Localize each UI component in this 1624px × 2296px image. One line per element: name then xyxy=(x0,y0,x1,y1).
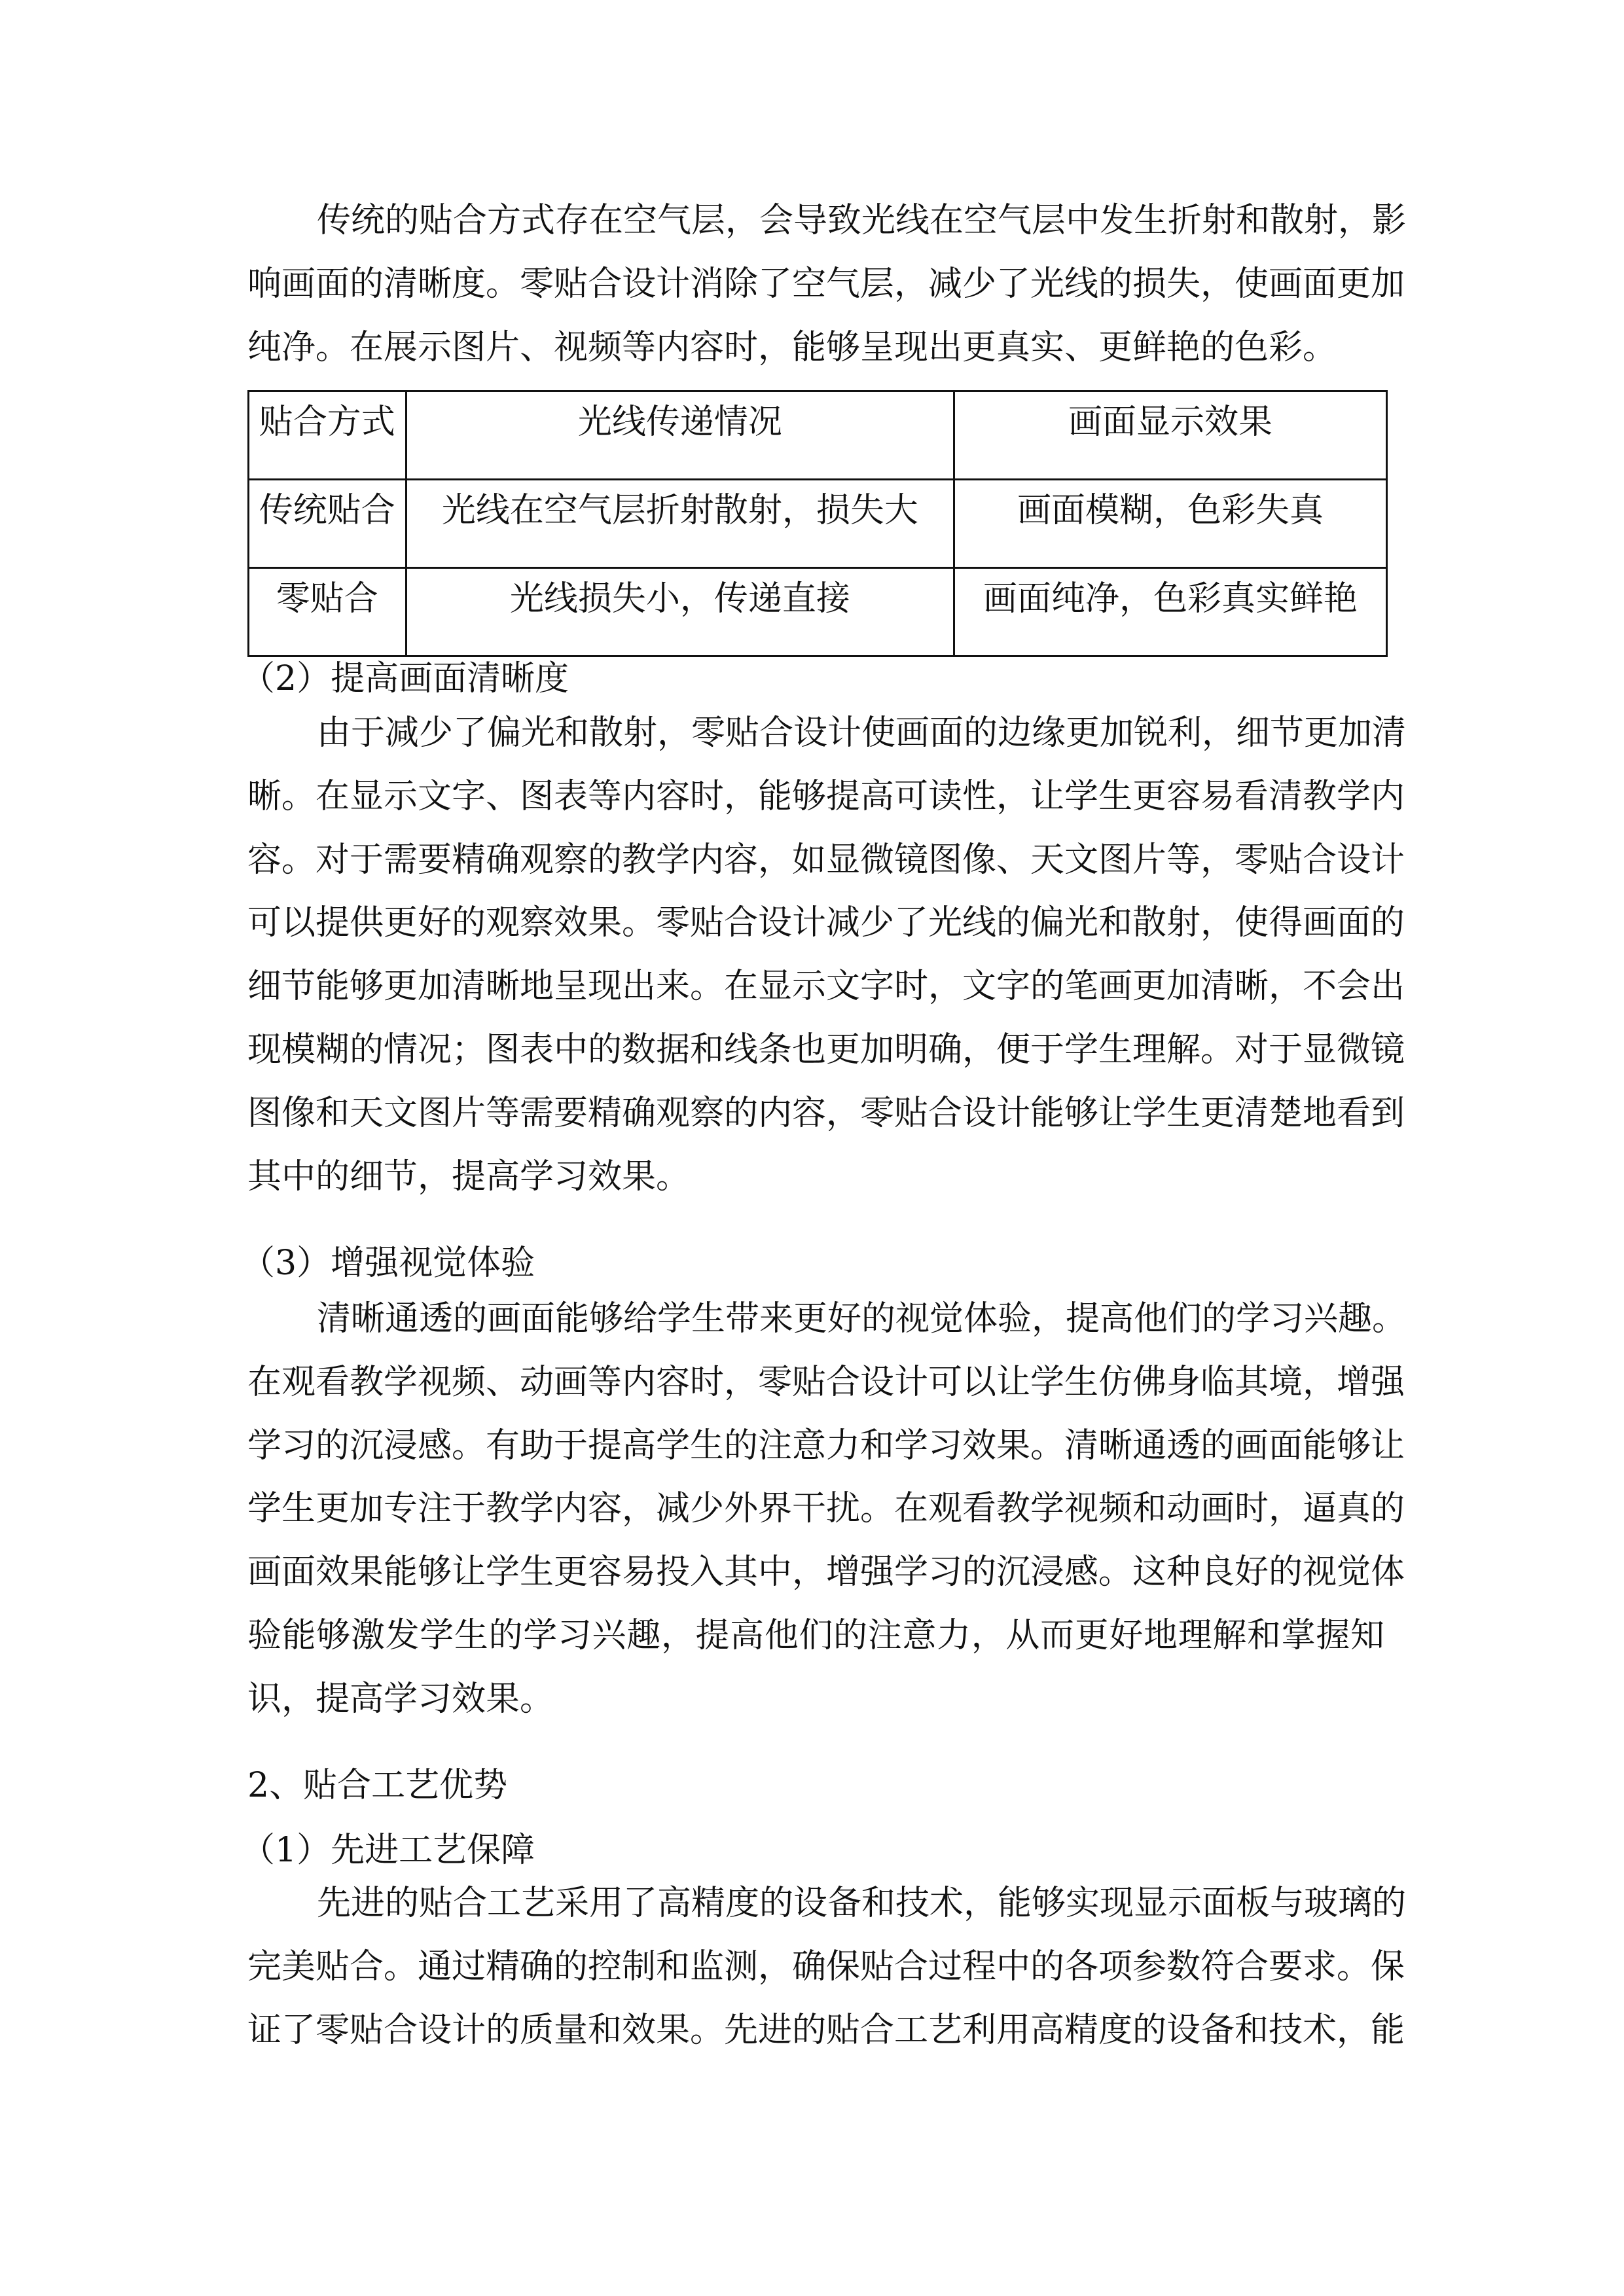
section-heading: （1）先进工艺保障 xyxy=(241,1831,535,1870)
paragraph-line: 容。对于需要精确观察的教学内容，如显微镜图像、天文图片等，零贴合设计 xyxy=(247,840,1405,880)
comparison-table xyxy=(247,390,1388,657)
paragraph-line: 在观看教学视频、动画等内容时，零贴合设计可以让学生仿佛身临其境，增强 xyxy=(247,1363,1405,1402)
paragraph-line: 清晰通透的画面能够给学生带来更好的视觉体验，提高他们的学习兴趣。 xyxy=(317,1299,1407,1338)
section-heading: （2）提高画面清晰度 xyxy=(241,659,569,698)
paragraph-line: 学生更加专注于教学内容，减少外界干扰。在观看教学视频和动画时，逼真的 xyxy=(247,1489,1405,1528)
paragraph-line: 证了零贴合设计的质量和效果。先进的贴合工艺利用高精度的设备和技术，能 xyxy=(247,2011,1405,2050)
paragraph-line: 图像和天文图片等需要精确观察的内容，零贴合设计能够让学生更清楚地看到 xyxy=(247,1094,1405,1133)
table-cell: 光线在空气层折射散射，损失大 xyxy=(406,480,954,568)
table-cell: 零贴合 xyxy=(249,568,406,656)
paragraph-line: 可以提供更好的观察效果。零贴合设计减少了光线的偏光和散射，使得画面的 xyxy=(247,903,1405,942)
paragraph-line: 画面效果能够让学生更容易投入其中，增强学习的沉浸感。这种良好的视觉体 xyxy=(247,1552,1405,1592)
table-row xyxy=(249,480,1387,568)
paragraph-line: 由于减少了偏光和散射，零贴合设计使画面的边缘更加锐利，细节更加清 xyxy=(317,713,1407,753)
table-cell: 传统贴合 xyxy=(249,480,406,568)
paragraph-line: 验能够激发学生的学习兴趣，提高他们的注意力，从而更好地理解和掌握知 xyxy=(247,1616,1384,1655)
paragraph-line: 学习的沉浸感。有助于提高学生的注意力和学习效果。清晰通透的画面能够让 xyxy=(247,1426,1405,1465)
table-header-cell: 画面显示效果 xyxy=(954,391,1387,480)
paragraph-line: 响画面的清晰度。零贴合设计消除了空气层，减少了光线的损失，使画面更加 xyxy=(247,264,1405,304)
table-cell: 光线损失小，传递直接 xyxy=(406,568,954,656)
table-cell: 画面模糊，色彩失真 xyxy=(954,480,1387,568)
table-header-cell: 贴合方式 xyxy=(249,391,406,480)
paragraph-line: 识，提高学习效果。 xyxy=(247,1679,554,1719)
paragraph-line: 细节能够更加清晰地呈现出来。在显示文字时，文字的笔画更加清晰，不会出 xyxy=(247,967,1405,1006)
paragraph-line: 先进的贴合工艺采用了高精度的设备和技术，能够实现显示面板与玻璃的 xyxy=(317,1884,1407,1923)
paragraph-line: 现模糊的情况；图表中的数据和线条也更加明确，便于学生理解。对于显微镜 xyxy=(247,1030,1405,1069)
paragraph-line: 传统的贴合方式存在空气层，会导致光线在空气层中发生折射和散射，影 xyxy=(317,201,1407,240)
paragraph-line: 其中的细节，提高学习效果。 xyxy=(247,1157,691,1196)
table-header-cell: 光线传递情况 xyxy=(406,391,954,480)
table-header-row xyxy=(249,391,1387,480)
table-row xyxy=(249,568,1387,656)
section-heading: （3）增强视觉体验 xyxy=(241,1244,535,1283)
table-cell: 画面纯净，色彩真实鲜艳 xyxy=(954,568,1387,656)
paragraph-line: 完美贴合。通过精确的控制和监测，确保贴合过程中的各项参数符合要求。保 xyxy=(247,1947,1405,1986)
section-heading: 2、贴合工艺优势 xyxy=(247,1766,508,1805)
paragraph-line: 晰。在显示文字、图表等内容时，能够提高可读性，让学生更容易看清教学内 xyxy=(247,777,1405,816)
paragraph-line: 纯净。在展示图片、视频等内容时，能够呈现出更真实、更鲜艳的色彩。 xyxy=(247,328,1337,367)
